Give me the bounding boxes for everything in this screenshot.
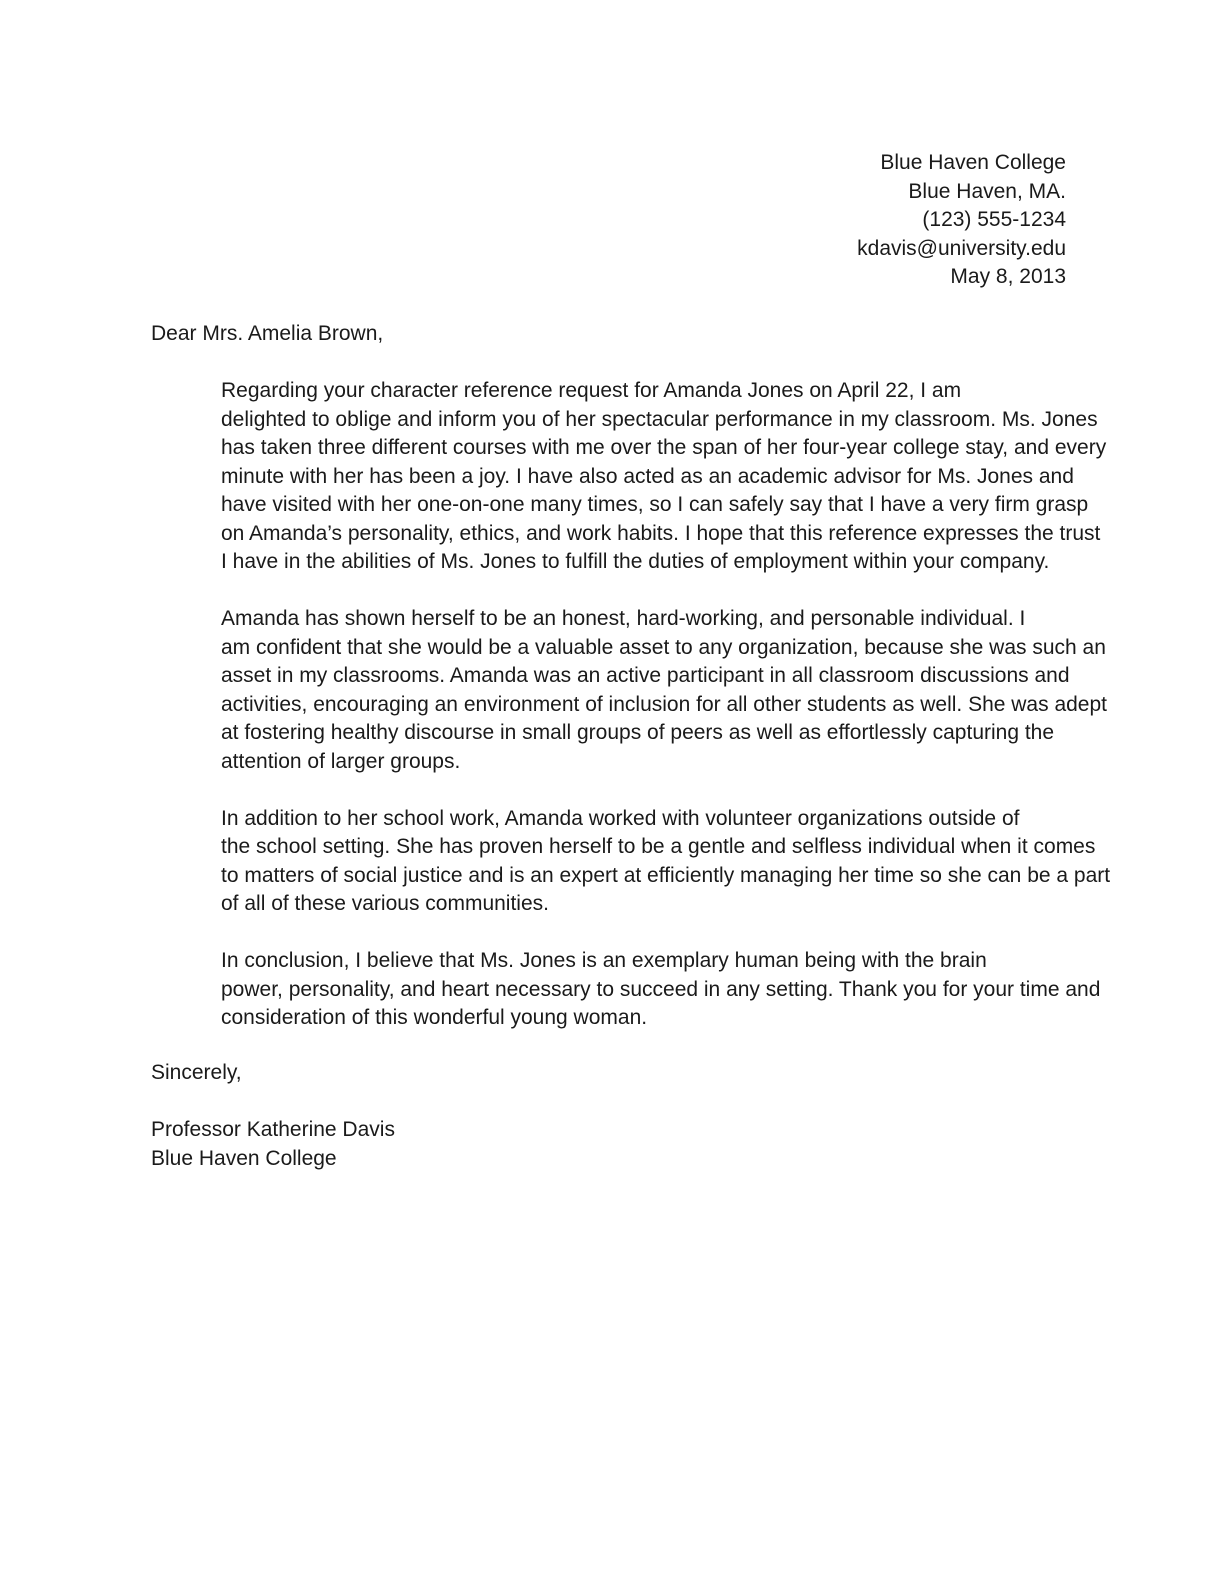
sender-phone: (123) 555-1234 [922,208,1066,231]
paragraph-line: power, personality, and heart necessary to succeed in any setting. Thank you for your time and [221,977,1101,1001]
closing: Sincerely, [151,1061,242,1084]
letter-date: May 8, 2013 [950,265,1066,288]
paragraph-line: Amanda has shown herself to be an honest, hard-working, and personable individual. I [221,607,1026,630]
paragraph-line: activities, encouraging an environment of inclusion for all other students as well. She was adept [221,692,1107,716]
paragraph-line: I have in the abilities of Ms. Jones to fulfill the duties of employment within your company. [221,550,1050,573]
paragraph-line: of all of these various communities. [221,892,549,915]
sender-city: Blue Haven, MA. [908,179,1066,203]
paragraph-line: delighted to oblige and inform you of her spectacular performance in my classroom. Ms. Jones [221,407,1098,431]
salutation: Dear Mrs. Amelia Brown, [151,322,384,345]
signer-institution: Blue Haven College [151,1146,337,1170]
body-paragraph [151,805,1111,919]
paragraph-line: Regarding your character reference request for Amanda Jones on April 22, I am [221,379,962,402]
sender-email: kdavis@university.edu [857,236,1066,260]
sender-address-block [857,149,1066,292]
paragraph-line: In addition to her school work, Amanda worked with volunteer organizations outside of [221,806,1020,830]
paragraph-line: In conclusion, I believe that Ms. Jones is an exemplary human being with the brain [221,949,987,972]
body-paragraph [151,947,1101,1033]
paragraph-line: the school setting. She has proven herself to be a gentle and selfless individual when it comes [221,835,1096,858]
paragraph-line: minute with her has been a joy. I have also acted as an academic advisor for Ms. Jones and [221,464,1074,488]
signer-name: Professor Katherine Davis [151,1118,395,1141]
sender-institution: Blue Haven College [880,151,1066,174]
paragraph-line: attention of larger groups. [221,749,461,773]
paragraph-line: asset in my classrooms. Amanda was an active participant in all classroom discussions and [221,664,1070,687]
paragraph-line: have visited with her one-on-one many times, so I can safely say that I have a very firm grasp [221,493,1089,516]
paragraph-line: consideration of this wonderful young woman. [221,1006,648,1029]
paragraph-line: has taken three different courses with me over the span of her four-year college stay, and every [221,436,1107,459]
body-paragraph [151,377,1107,577]
letter-body [151,377,1111,1061]
paragraph-line: at fostering healthy discourse in small groups of peers as well as effortlessly capturing the [221,721,1055,744]
paragraph-line: on Amanda’s personality, ethics, and work habits. I hope that this reference expresses the trust [221,521,1101,545]
body-paragraph [151,605,1107,776]
paragraph-line: to matters of social justice and is an expert at efficiently managing her time so she can be a part [221,863,1111,887]
paragraph-line: am confident that she would be a valuable asset to any organization, because she was such an [221,635,1106,659]
signature-block [151,1116,395,1173]
